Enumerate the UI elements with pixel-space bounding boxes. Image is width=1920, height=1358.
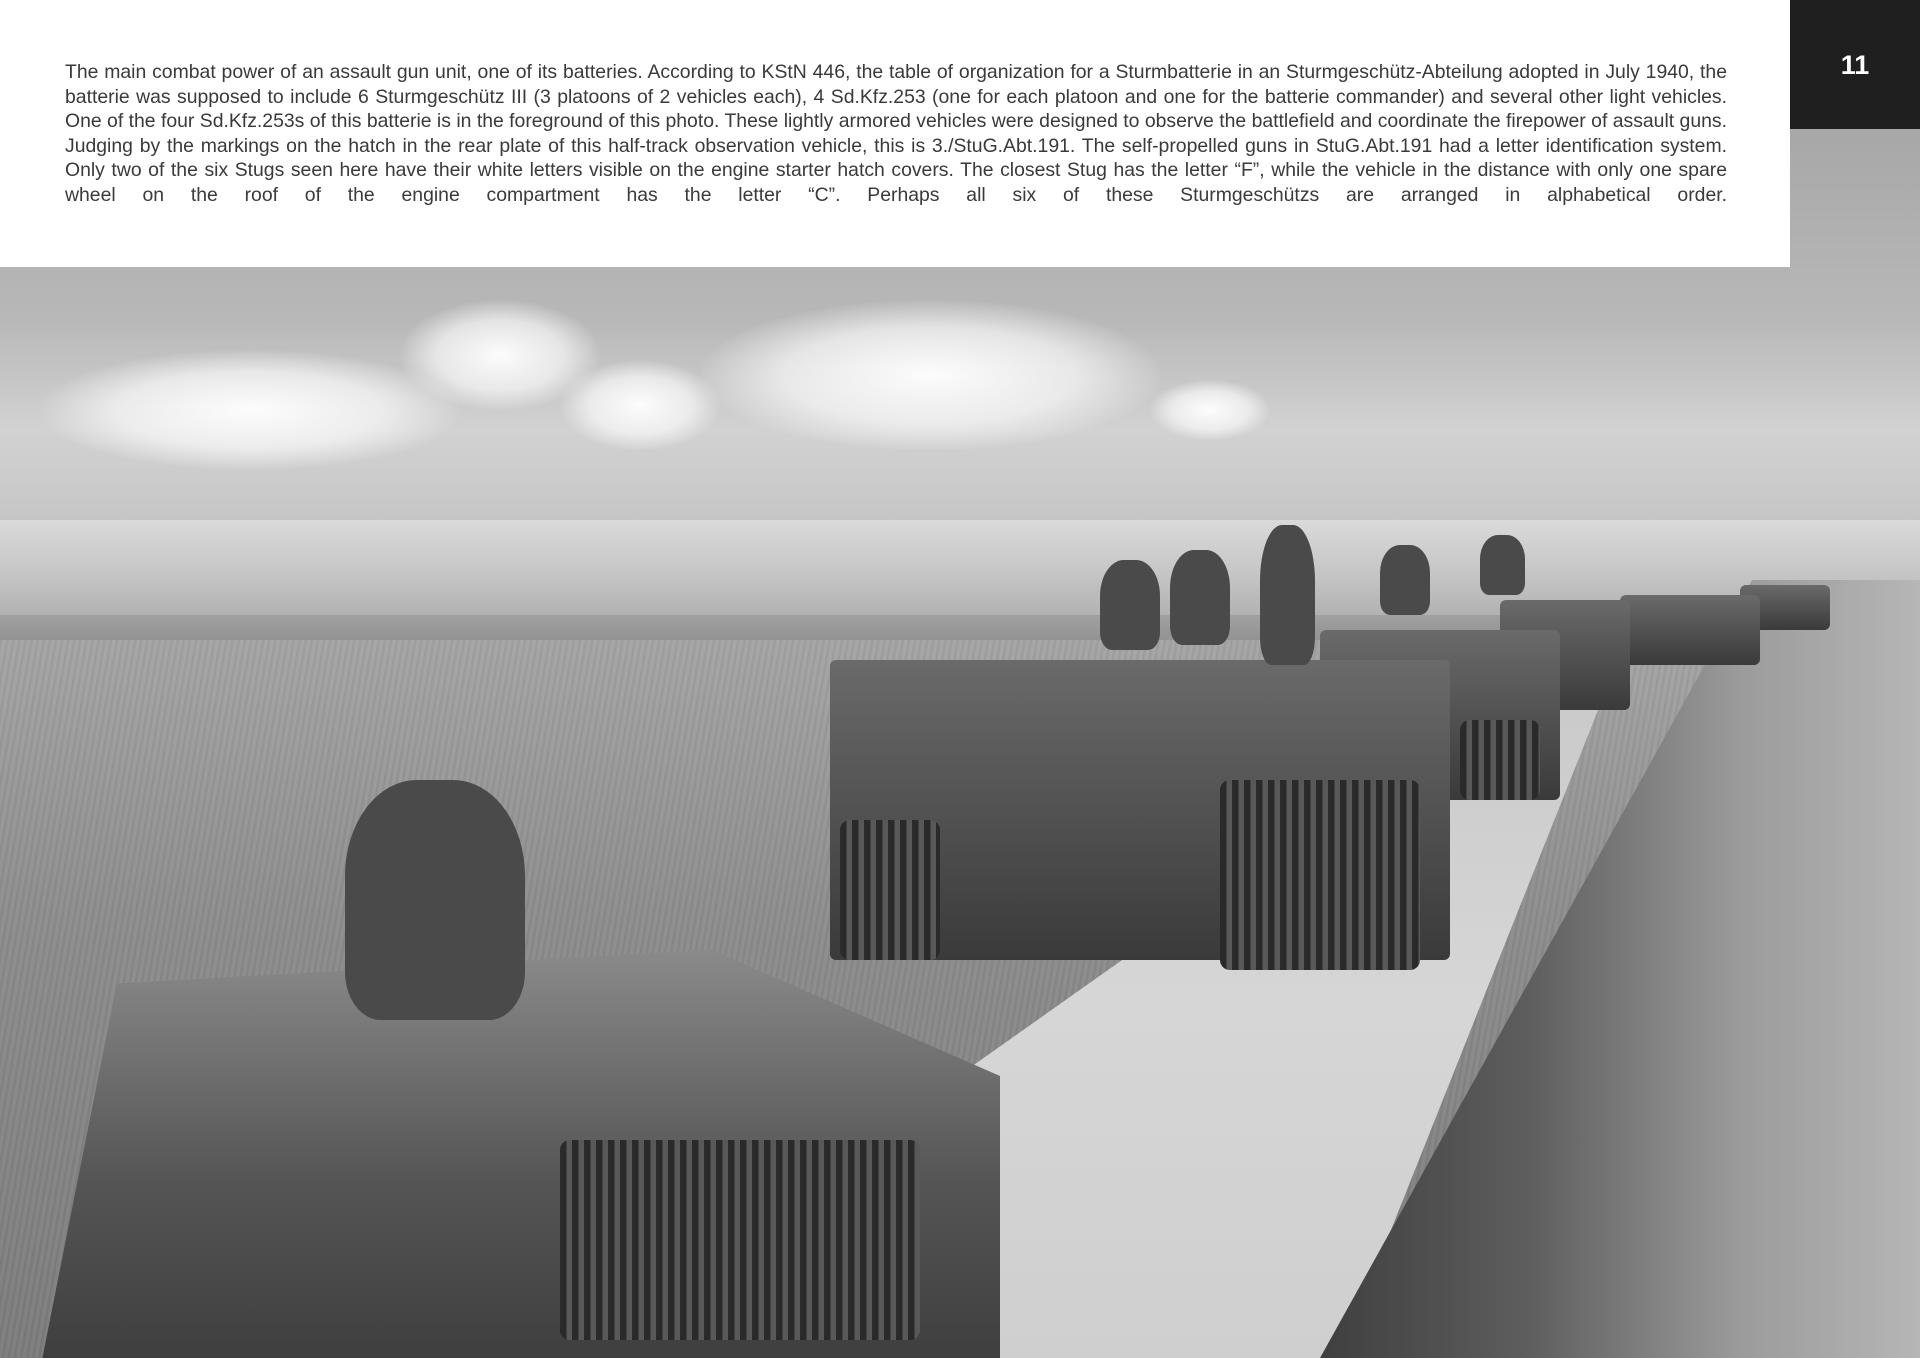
page-number: 11	[1840, 50, 1870, 80]
cloud	[1150, 380, 1270, 440]
soldier-reading	[345, 780, 525, 1020]
track	[840, 820, 940, 960]
soldier	[1380, 545, 1430, 615]
caption-panel	[0, 0, 1790, 267]
track	[1460, 720, 1540, 800]
track	[560, 1140, 920, 1340]
cloud	[700, 300, 1160, 450]
assault-gun	[1620, 595, 1760, 665]
cloud	[40, 350, 460, 470]
photo-caption: The main combat power of an assault gun unit, one of its batteries. According to KStN 446, the table of organization for a Sturmbatterie in an Sturmgeschütz-Abteilung adopted in July 1940, the batterie was supposed to include 6 Sturmgeschütz III (3 platoons of 2 vehicles each), 4 Sd.Kfz.253 (one for each platoon and one for the batterie commander) and several other light vehicles. One of the four Sd.Kfz.253s of this batterie is in the foreground of this photo. These lightly armored vehicles were designed to observe the battlefield and coordinate the firepower of assault guns. Judging by the markings on the hatch in the rear plate of this half-track observation vehicle, this is 3./StuG.Abt.191. The self-propelled guns in StuG.Abt.191 had a letter identification system. Only two of the six Stugs seen here have their white letters visible on the engine starter hatch covers. The closest Stug has the letter “F”, while the vehicle in the distance with only one spare wheel on the roof of the engine compartment has the letter “C”. Perhaps all six of these Sturmgeschützs are arranged in alphabetical order.	[65, 61, 1727, 206]
cloud	[560, 360, 720, 450]
soldier	[1100, 560, 1160, 650]
soldier	[1170, 550, 1230, 645]
track	[1220, 780, 1420, 970]
soldier	[1260, 525, 1315, 665]
soldier	[1480, 535, 1525, 595]
page-number-tab	[1790, 0, 1920, 129]
